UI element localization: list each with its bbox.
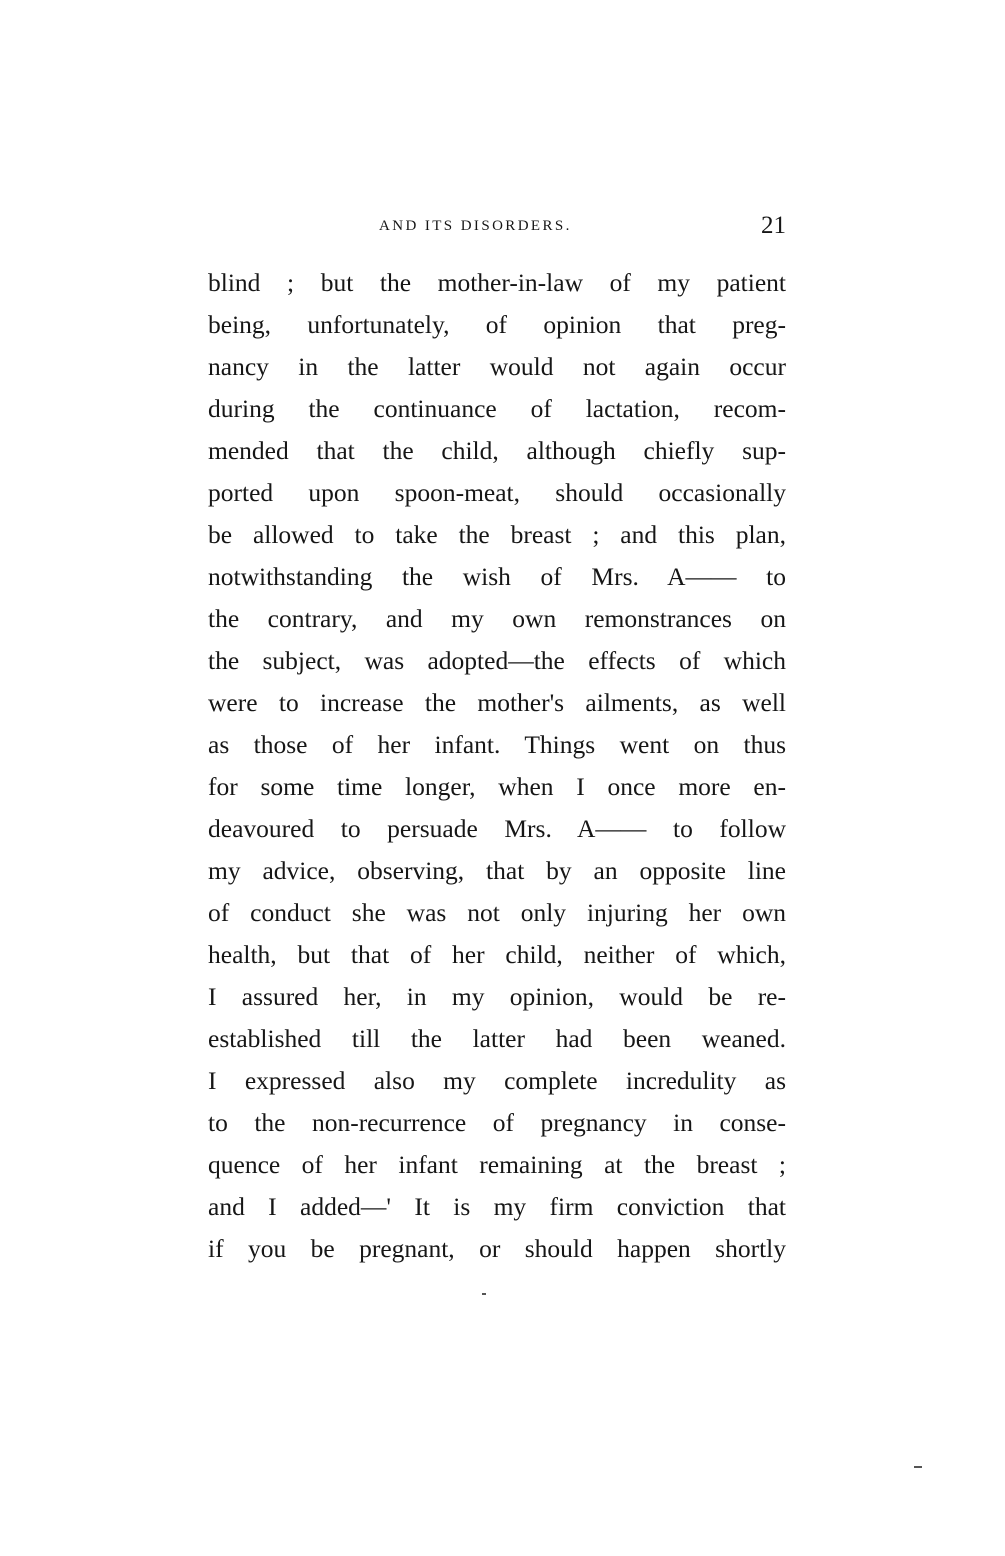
text-line: as those of her infant. Things went on thus [208, 730, 786, 759]
text-line: blind ; but the mother-in-law of my patient [208, 268, 786, 297]
text-line: ported upon spoon-meat, should occasionally [208, 478, 786, 507]
running-head [208, 212, 786, 244]
print-speck [914, 1466, 922, 1468]
text-line: established till the latter had been weaned. [208, 1024, 786, 1053]
text-line: I expressed also my complete incredulity as [208, 1066, 786, 1095]
text-line: mended that the child, although chiefly sup- [208, 436, 786, 465]
text-line: for some time longer, when I once more en- [208, 772, 786, 801]
text-line: the subject, was adopted—the effects of which [208, 646, 786, 675]
body-text [208, 262, 786, 1270]
text-line: deavoured to persuade Mrs. A—— to follow [208, 814, 786, 843]
text-line: nancy in the latter would not again occur [208, 352, 786, 381]
text-line: quence of her infant remaining at the breast ; [208, 1150, 786, 1179]
text-line: health, but that of her child, neither of which, [208, 940, 786, 969]
text-line: during the continuance of lactation, recom- [208, 394, 786, 423]
text-line: being, unfortunately, of opinion that preg- [208, 310, 786, 339]
text-line: the contrary, and my own remonstrances on [208, 604, 786, 633]
print-speck [482, 1293, 486, 1295]
text-line: notwithstanding the wish of Mrs. A—— to [208, 562, 786, 591]
text-line: and I added—' It is my firm conviction that [208, 1192, 786, 1221]
text-line: to the non-recurrence of pregnancy in conse- [208, 1108, 786, 1137]
text-line: were to increase the mother's ailments, as well [208, 688, 786, 717]
text-line: my advice, observing, that by an opposite line [208, 856, 786, 885]
page-number: 21 [761, 212, 786, 239]
text-line: be allowed to take the breast ; and this plan, [208, 520, 786, 549]
text-line: of conduct she was not only injuring her own [208, 898, 786, 927]
text-line: I assured her, in my opinion, would be re- [208, 982, 786, 1011]
running-title: AND ITS DISORDERS. [379, 218, 572, 234]
text-line: if you be pregnant, or should happen shortly [208, 1234, 786, 1263]
